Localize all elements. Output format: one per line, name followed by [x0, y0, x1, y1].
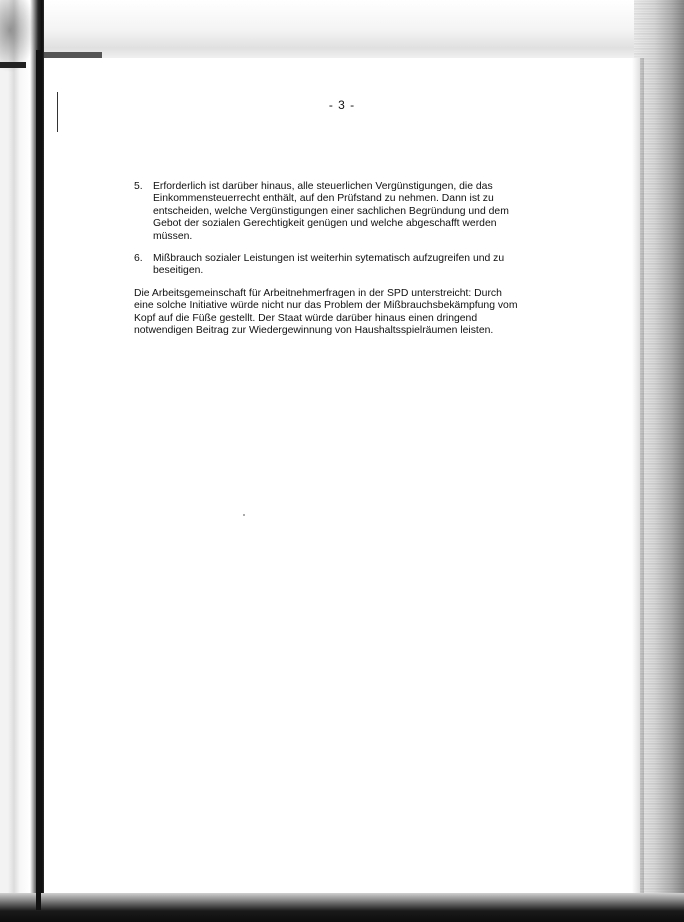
scan-header-mark	[44, 52, 102, 58]
text-line: Gebot der sozialen Gerechtigkeit genügen und welche abgeschafft werden	[153, 218, 497, 230]
list-item	[134, 181, 554, 243]
text-line: Kopf auf die Füße gestellt. Der Staat würde darüber hinaus einen dringend	[134, 312, 478, 324]
list-item-number: 5.	[134, 181, 143, 192]
list-item	[134, 253, 554, 278]
text-line: entscheiden, welche Vergünstigungen einer sachlichen Begründung und dem	[153, 205, 509, 217]
list-item-text	[153, 181, 554, 243]
text-line: eine solche Initiative würde nicht nur das Problem der Mißbrauchsbekämpfung vom	[134, 300, 518, 312]
scan-border-top	[0, 0, 684, 58]
text-line: beseitigen.	[153, 265, 204, 277]
text-line: Die Arbeitsgemeinschaft für Arbeitnehmerfragen in der SPD unterstreicht: Durch	[134, 287, 502, 299]
document-body	[134, 181, 554, 337]
text-line: müssen.	[153, 230, 193, 242]
page-number: - 3 -	[328, 98, 356, 112]
closing-paragraph	[134, 288, 554, 338]
list-item-text	[153, 253, 554, 278]
text-line: notwendigen Beitrag zur Wiedergewinnung von Haushaltsspielräumen leisten.	[134, 325, 494, 337]
scan-smudge	[0, 0, 40, 80]
page-edge-shadow	[632, 58, 644, 893]
list-item-number: 6.	[134, 253, 143, 265]
scan-mark	[0, 62, 26, 68]
text-line: Erforderlich ist darüber hinaus, alle steuerlichen Vergünstigungen, die das	[153, 181, 493, 192]
text-line: Einkommensteuerrecht enthält, auf den Prüfstand zu nehmen. Dann ist zu	[153, 193, 494, 205]
scan-border-bottom	[0, 893, 684, 922]
text-line: Mißbrauch sozialer Leistungen ist weiterhin sytematisch aufzugreifen und zu	[153, 253, 505, 265]
scan-speck	[243, 514, 245, 516]
scan-edge-bar	[36, 50, 41, 910]
